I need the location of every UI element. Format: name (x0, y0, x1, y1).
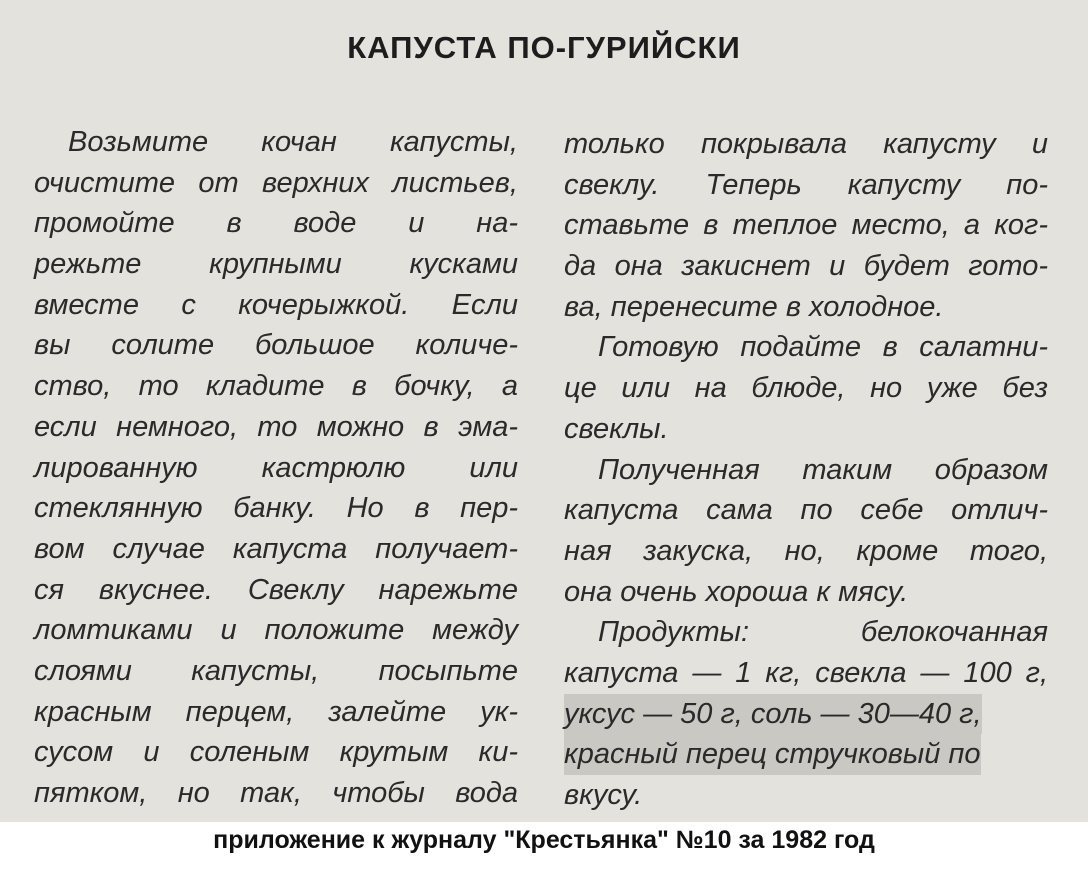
text-line: Возьмите кочан капусты, (68, 126, 518, 158)
text-line: только покрывала капусту и (564, 128, 1048, 160)
text-line: ставьте в теплое место, а ког- (564, 209, 1048, 242)
highlighted-text-line: красный перец стручковый по (564, 734, 981, 775)
text-line: если немного, то можно в эма- (34, 410, 518, 443)
text-line: лированную кастрюлю или (34, 451, 518, 484)
text-line: стеклянную банку. Но в пер- (34, 492, 518, 525)
text-line: Полученная таким образом (598, 453, 1048, 486)
text-line: пятком, но так, чтобы вода (34, 777, 518, 809)
text-line: она очень хороша к мясу. (564, 575, 909, 608)
text-line: ломтиками и положите между (34, 614, 518, 647)
text-line: ная закуска, но, кроме того, (564, 534, 1048, 567)
text-line: вы солите большое количе- (34, 329, 518, 362)
recipe-title: КАПУСТА ПО-ГУРИЙСКИ (347, 30, 741, 65)
text-line: капуста сама по себе отлич- (564, 494, 1048, 527)
text-line: сусом и соленым крутым ки- (34, 736, 518, 769)
text-line: промойте в воде и на- (34, 207, 518, 240)
text-line: режьте крупными кусками (34, 248, 518, 281)
left-column (34, 122, 518, 814)
text-line: слоями капусты, посыпьте (34, 654, 518, 687)
text-line: це или на блюде, но уже без (564, 372, 1048, 405)
text-line: ство, то кладите в бочку, а (34, 370, 518, 403)
text-line: Продукты: белокочанная (598, 616, 1048, 649)
text-line: капуста — 1 кг, свекла — 100 г, (564, 656, 1048, 689)
source-caption: приложение к журналу "Крестьянка" №10 за 1982 год (213, 826, 875, 854)
text-line: да она закиснет и будет гото- (564, 250, 1048, 283)
text-line: вместе с кочерыжкой. Если (34, 288, 518, 321)
text-line: свеклы. (564, 412, 669, 445)
text-line: красным перцем, залейте ук- (34, 695, 518, 728)
text-line: очистите от верхних листьев, (34, 166, 518, 199)
text-line: вом случае капуста получает- (34, 532, 518, 565)
highlighted-text-line: уксус — 50 г, соль — 30—40 г, (564, 694, 982, 735)
text-line: Готовую подайте в салатни- (598, 331, 1048, 364)
text-line: свеклу. Теперь капусту по- (564, 168, 1048, 201)
text-line: ся вкуснее. Свеклу нарежьте (34, 573, 518, 606)
text-line: вкусу. (564, 779, 643, 811)
right-column (564, 124, 1048, 816)
text-line: ва, перенесите в холодное. (564, 290, 944, 323)
